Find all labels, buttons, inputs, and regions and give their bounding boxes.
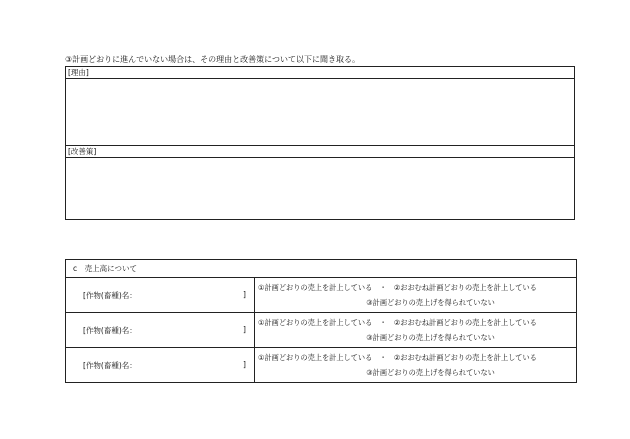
reason-label: [理由]	[66, 67, 574, 79]
sales-status-options[interactable]	[255, 348, 577, 383]
crop-name-label: [作物(畜種)名：	[83, 291, 137, 300]
crop-name-field[interactable]	[66, 348, 255, 383]
sales-header-row	[66, 260, 577, 278]
crop-name-bracket: ]	[243, 290, 246, 299]
sales-option-line2: ③計画どおりの売上げを得られていない	[366, 298, 495, 307]
sales-option-line2: ③計画どおりの売上げを得られていない	[366, 333, 495, 342]
crop-name-bracket: ]	[243, 325, 246, 334]
crop-name-field[interactable]	[66, 278, 255, 313]
improvement-box[interactable]	[65, 145, 575, 220]
table-row	[66, 278, 577, 313]
sales-option-line1: ①計画どおりの売上を計上している ・ ②おおむね計画どおりの売上を計上している	[258, 283, 537, 292]
sales-option-line1: ①計画どおりの売上を計上している ・ ②おおむね計画どおりの売上を計上している	[258, 318, 537, 327]
sales-status-options[interactable]	[255, 278, 577, 313]
sales-header: c 売上高について	[66, 260, 577, 278]
sales-status-options[interactable]	[255, 313, 577, 348]
sales-option-line2: ③計画どおりの売上げを得られていない	[366, 368, 495, 377]
crop-name-label: [作物(畜種)名：	[83, 361, 137, 370]
crop-name-field[interactable]	[66, 313, 255, 348]
improvement-label: [改善策]	[66, 146, 574, 158]
intro-instruction: ③計画どおりに進んでいない場合は、その理由と改善策について以下に聞き取る。	[65, 55, 361, 64]
table-row	[66, 348, 577, 383]
crop-name-bracket: ]	[243, 360, 246, 369]
sales-option-line1: ①計画どおりの売上を計上している ・ ②おおむね計画どおりの売上を計上している	[258, 353, 537, 362]
sales-table	[65, 259, 577, 383]
table-row	[66, 313, 577, 348]
crop-name-label: [作物(畜種)名：	[83, 326, 137, 335]
reason-box[interactable]	[65, 66, 575, 146]
